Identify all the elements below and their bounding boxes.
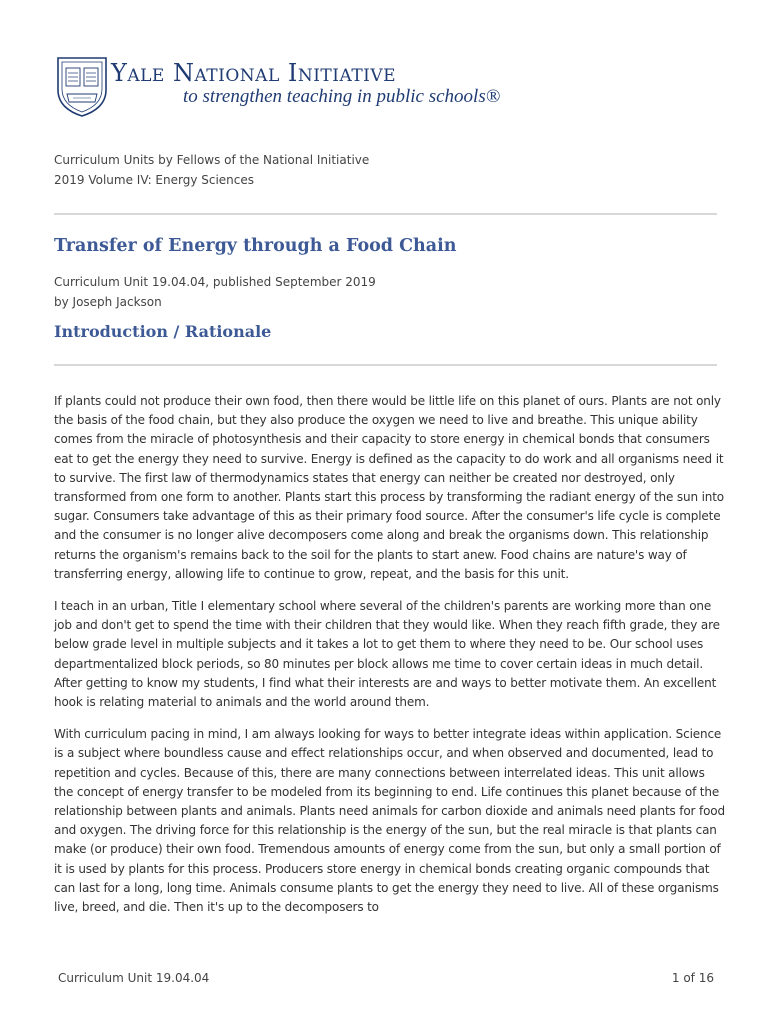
publication-info: Curriculum Unit 19.04.04, published September 2019 [54, 275, 376, 289]
yale-shield-icon [55, 56, 109, 118]
paragraph-3: With curriculum pacing in mind, I am always looking for ways to better integrate ideas within application. Science is a subject where boundless cause and effect relationships occur, and when observed and documented, lead to repetition and cycles. Because of this, there are many connections between interrelated ideas. This unit allows the concept of energy transfer to be modeled from its beginning to end. Life continues this planet because of the relationship between plants and animals. Plants need animals for carbon dioxide and animals need plants for food and oxygen. The driving force for this relationship is the energy of the sun, but the real miracle is that plants can make (or produce) their own food. Tremendous amounts of energy come from the sun, but only a small portion of it is used by plants for this process. Producers store energy in chemical bonds creating organic compounds that can last for a long, long time. Animals consume plants to get the energy they need to live. All of these organisms live, breed, and die. Then it's up to the decomposers to [54, 727, 725, 915]
author-line: by Joseph Jackson [54, 295, 162, 309]
page-number: 1 of 16 [671, 971, 714, 985]
series-line-1: Curriculum Units by Fellows of the National Initiative [54, 153, 370, 167]
site-header [55, 56, 535, 122]
org-tagline: to strengthen teaching in public schools® [183, 86, 501, 107]
divider-top [54, 213, 717, 215]
paragraph-2: I teach in an urban, Title I elementary school where several of the children's parents are working more than one job and don't get to spend the time with their children that they would like. When they reach fifth grade, they are below grade level in multiple subjects and it takes a lot to get them to where they need to be. Our school uses departmentalized block periods, so 80 minutes per block allows me time to cover certain ideas in much detail. After getting to know my students, I find what their interests are and ways to better motivate them. An excellent hook is relating material to animals and the world around them. [54, 599, 720, 710]
unit-title: Transfer of Energy through a Food Chain [54, 236, 457, 256]
org-name: Yale National Initiative [111, 59, 397, 87]
section-heading: Introduction / Rationale [54, 322, 272, 341]
paragraph-1: If plants could not produce their own food, then there would be little life on this planet of ours. Plants are not only the basis of the food chain, but they also produce the oxygen we need to live and breathe. This unique ability comes from the miracle of photosynthesis and their capacity to store energy in chemical bonds that consumers eat to get the energy they need to survive. Energy is defined as the capacity to do work and all organisms need it to survive. The first law of thermodynamics states that energy can neither be created nor destroyed, only transformed from one form to another. Plants start this process by transforming the radiant energy of the sun into sugar. Consumers take advantage of this as their primary food source. After the consumer's life cycle is complete and the consumer is no longer alive decomposers come along and break the organisms down. This relationship returns the organism's remains back to the soil for the plants to start anew. Food chains are nature's way of transferring energy, allowing life to continue to grow, repeat, and the basis for this unit. [54, 394, 724, 581]
footer-unit-label: Curriculum Unit 19.04.04 [58, 971, 210, 985]
body-text [54, 392, 726, 930]
unit-meta [54, 272, 376, 312]
series-info [54, 150, 369, 190]
series-line-2: 2019 Volume IV: Energy Sciences [54, 173, 255, 187]
divider-section [54, 364, 717, 366]
